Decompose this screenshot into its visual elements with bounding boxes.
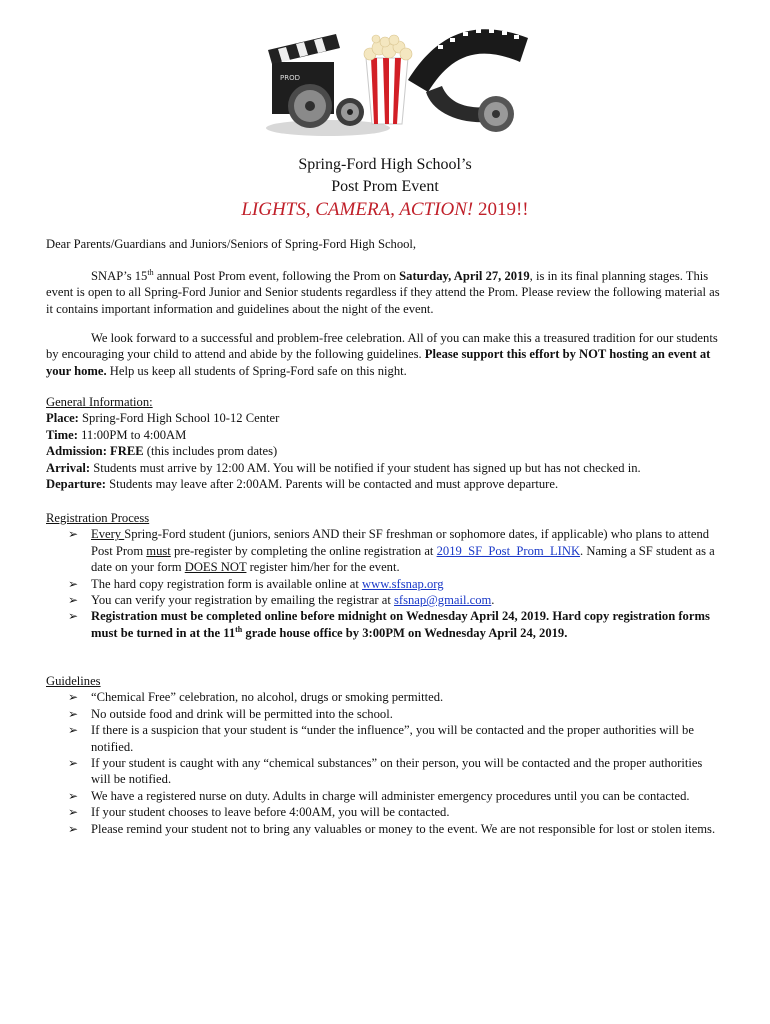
arrow-bullet-icon: ➢: [68, 593, 79, 608]
arrow-bullet-icon: ➢: [68, 576, 79, 591]
list-item: ➢ No outside food and drink will be permitted into the school.: [68, 706, 393, 721]
arrow-bullet-icon: ➢: [68, 756, 79, 771]
arrow-bullet-icon: ➢: [68, 609, 79, 624]
arrow-bullet-icon: ➢: [68, 821, 79, 836]
prom-date: Saturday, April 27, 2019: [399, 269, 530, 283]
registrar-email-link[interactable]: sfsnap@gmail.com: [394, 593, 492, 608]
arrow-bullet-icon: ➢: [68, 527, 79, 542]
theme-title: [0, 198, 770, 222]
registration-deadline: Registration must be completed online before midnight on Wednesday April 24, 2019. Hard copy registration forms must be turned in at the 11th grade house office by 3:00PM on Wednesday April 24, 2019.: [91, 609, 710, 640]
registration-link[interactable]: 2019_SF_Post_Prom_LINK: [436, 543, 581, 558]
svg-text:PROD: PROD: [280, 74, 300, 82]
list-item: ➢ Please remind your student not to bring any valuables or money to the event. We are not responsible for lost or stolen items.: [68, 821, 716, 836]
list-item: ➢ If your student chooses to leave before 4:00AM, you will be contacted.: [68, 805, 450, 820]
arrow-bullet-icon: ➢: [68, 805, 79, 820]
list-item: ➢ If there is a suspicion that your student is “under the influence”, you will be contacted and the proper authorities will be notified.: [68, 723, 694, 754]
movie-clipart-image: [258, 20, 534, 142]
list-item: ➢ If your student is caught with any “chemical substances” on their person, you will be contacted and the proper authorities will be notified.: [68, 756, 703, 787]
list-item: ➢ Every Spring-Ford student (juniors, seniors AND their SF freshman or sophomore dates, if applicable) who plans to attend Post Prom must pre-register by completing the online registration at 2019_SF_Post_Prom_LINK. Naming a SF student as a date on your form DOES NOT register him/her for the event.: [68, 527, 715, 575]
arrow-bullet-icon: ➢: [68, 723, 79, 738]
departure-line: Departure: Students may leave after 2:00AM. Parents will be contacted and must approve departure.: [46, 477, 559, 492]
event-title: Post Prom Event: [331, 178, 439, 195]
list-item: ➢ We have a registered nurse on duty. Adults in charge will administer emergency procedures until you can be contacted.: [68, 788, 690, 803]
list-item: ➢ “Chemical Free” celebration, no alcohol, drugs or smoking permitted.: [68, 690, 444, 705]
admission-line: Admission: FREE (this includes prom dates): [46, 444, 278, 459]
arrow-bullet-icon: ➢: [68, 788, 79, 803]
support-paragraph: We look forward to a successful and problem-free celebration. All of you can make this a treasured tradition for our students by encouraging your child to attend and abide by the following guidelines. Please support this effort by NOT hosting an event at your home. Help us keep all students of Spring-Ford safe on this night.: [46, 331, 718, 378]
list-item: [46, 608, 722, 641]
intro-paragraph: SNAP’s 15th annual Post Prom event, following the Prom on Saturday, April 27, 2019, is in its final planning stages. This event is open to all Spring-Ford Junior and Senior students regardless if they attend the Prom. Please review the following material as it contains important information and guidelines about the night of the event.: [46, 267, 720, 316]
guidelines-section: [46, 673, 722, 837]
registration-list: [46, 526, 722, 641]
salutation: Dear Parents/Guardians and Juniors/Seniors of Spring-Ford High School,: [46, 237, 417, 251]
time-line: Time: 11:00PM to 4:00AM: [46, 427, 187, 442]
theme-year: 2019!!: [477, 199, 529, 220]
general-information-heading: General Information:: [46, 395, 153, 409]
place-line: Place: Spring-Ford High School 10-12 Center: [46, 411, 280, 426]
list-item: ➢ The hard copy registration form is available online at www.sfsnap.org: [68, 576, 444, 591]
registration-heading: Registration Process: [46, 511, 150, 525]
arrival-line: Arrival: Students must arrive by 12:00 AM. You will be notified if your student has signed up but has not checked in.: [46, 460, 641, 475]
no-hosting-notice: Please support this effort by NOT hosting an event at your home.: [46, 347, 711, 378]
sfsnap-website-link[interactable]: www.sfsnap.org: [362, 576, 444, 591]
guidelines-heading: Guidelines: [46, 674, 101, 688]
general-information-section: [46, 394, 722, 492]
arrow-bullet-icon: ➢: [68, 706, 79, 721]
arrow-bullet-icon: ➢: [68, 690, 79, 705]
school-title: Spring-Ford High School’s: [298, 156, 472, 173]
guidelines-list: [46, 689, 722, 837]
list-item: ➢ You can verify your registration by emailing the registrar at sfsnap@gmail.com.: [68, 593, 495, 608]
theme-text: LIGHTS, CAMERA, ACTION!: [241, 199, 474, 220]
registration-section: [46, 510, 722, 641]
